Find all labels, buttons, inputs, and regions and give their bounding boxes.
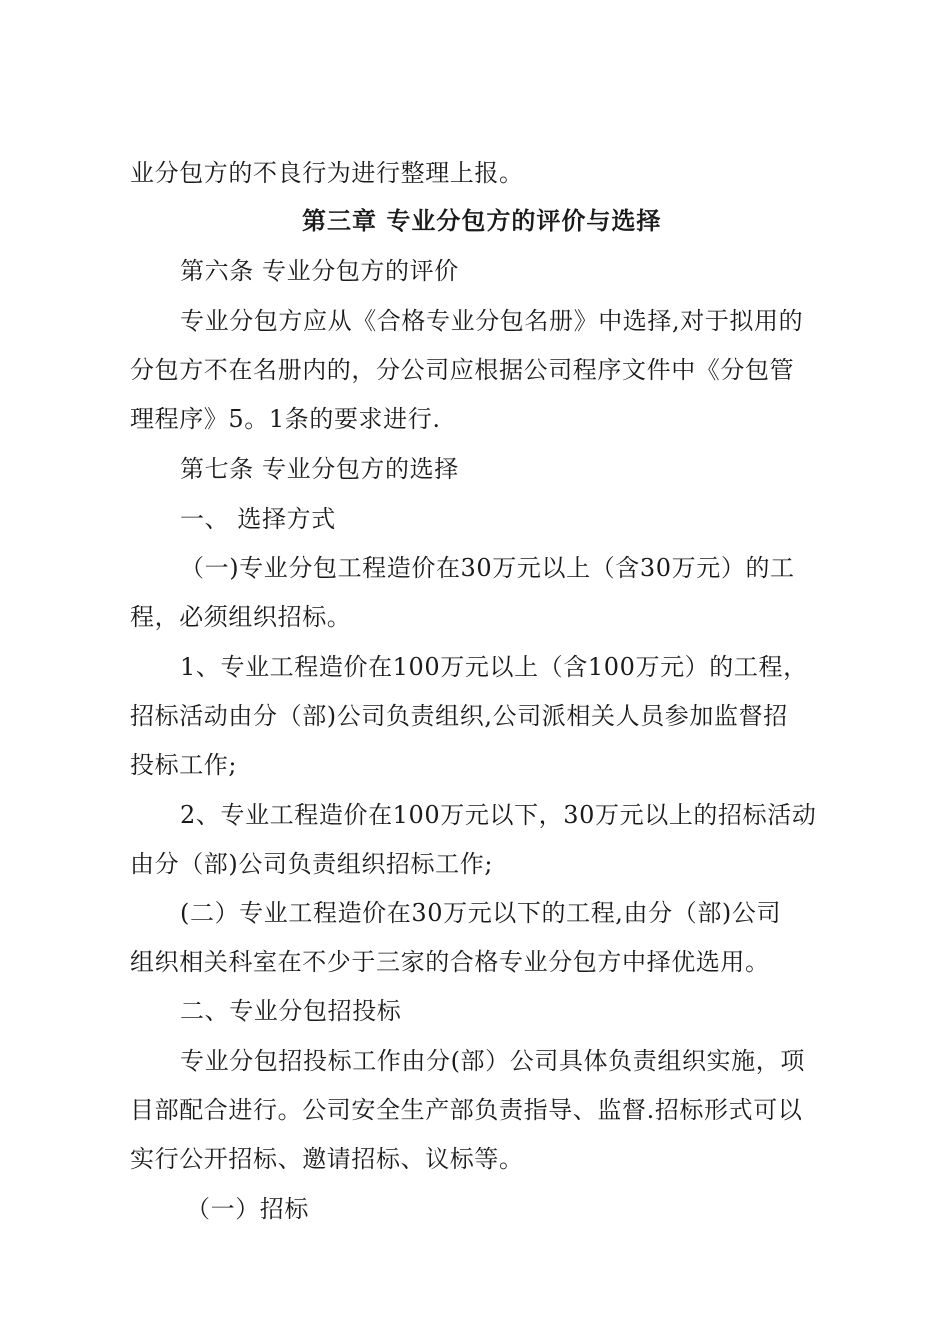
text-line: （一)专业分包工程造价在30万元以上（含30万元）的工 xyxy=(180,554,795,582)
chapter-heading: 第三章 专业分包方的评价与选择 xyxy=(302,207,662,235)
text-line: 程，必须组织招标。 xyxy=(130,603,352,631)
text-line: 由分（部)公司负责组织招标工作; xyxy=(130,850,494,878)
text-line: 理程序》5。1条的要求进行. xyxy=(130,405,441,433)
text-line: 投标工作; xyxy=(130,751,238,779)
text-line: (二）专业工程造价在30万元以下的工程,由分（部)公司 xyxy=(180,899,782,927)
text-line: 组织相关科室在不少于三家的合格专业分包方中择优选用。 xyxy=(130,948,770,976)
text-line: 2、专业工程造价在100万元以下，30万元以上的招标活动 xyxy=(180,801,817,829)
subsection-heading: （一）招标 xyxy=(186,1195,309,1223)
text-line: 业分包方的不良行为进行整理上报。 xyxy=(130,159,524,187)
article-heading: 第六条 专业分包方的评价 xyxy=(180,257,459,285)
text-line: 专业分包招投标工作由分(部）公司具体负责组织实施，项 xyxy=(180,1047,805,1075)
text-line: 实行公开招标、邀请招标、议标等。 xyxy=(130,1145,524,1173)
text-line: 目部配合进行。公司安全生产部负责指导、监督.招标形式可以 xyxy=(130,1096,803,1124)
section-heading: 一、 选择方式 xyxy=(180,505,336,533)
text-line: 招标活动由分（部)公司负责组织,公司派相关人员参加监督招 xyxy=(130,702,788,730)
text-line: 1、专业工程造价在100万元以上（含100万元）的工程， xyxy=(180,653,808,681)
section-heading: 二、专业分包招投标 xyxy=(180,997,402,1025)
article-heading: 第七条 专业分包方的选择 xyxy=(180,455,459,483)
text-line: 专业分包方应从《合格专业分包名册》中选择,对于拟用的 xyxy=(180,307,804,335)
text-line: 分包方不在名册内的，分公司应根据公司程序文件中《分包管 xyxy=(130,356,795,384)
